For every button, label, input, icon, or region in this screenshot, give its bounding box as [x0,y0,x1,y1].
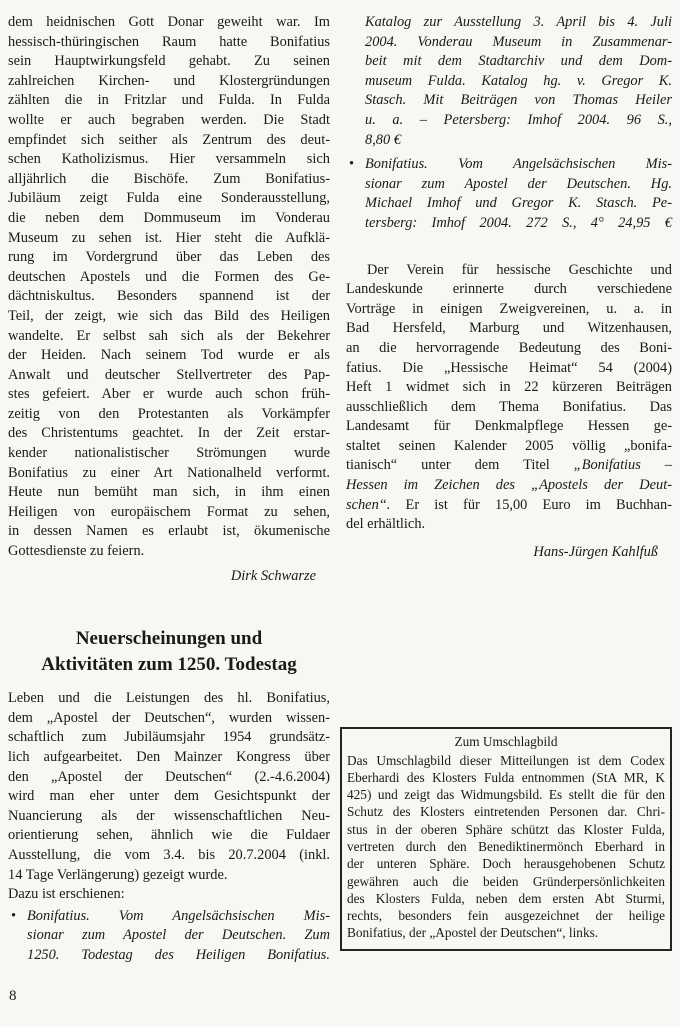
cover-image-note-body: Das Umschlagbild dieser Mitteilungen ist dem Codex Eberhardi des Klosters Fulda entnommen (StA MR, K 425) und zeigt das Widmungsbild. Es stellt die für den Schutz des Klosters eintretenden Personen dar. Chri- stus in der oberen Sphäre schützt das Kloster Fulda, vertreten durch den Benediktinermönch Eberhard in der unteren Sphäre. Doch herausgehobenen Schutz gewähren auch die beiden Gründerpersönlichkeiten des Klosters Fulda, neben dem ersten Abt Sturmi, rechts, besonders fein ausgezeichnet der heilige Bonifatius, der „Apostel der Deutschen“, links. [347,752,665,941]
cover-image-note-box [340,727,672,951]
paragraph-continuation: dem heidnischen Gott Donar geweiht war. Im hessisch-thüringischen Raum hatte Bonifatius sein Hauptwirkungsfeld gehabt. Zu seinen zahlreichen Kirchen- und Klostergründungen zählten die in Fritzlar und Fulda. In Fulda wollte er auch begraben werden. Die Stadt empfindet sich seither als Zentrum des deut- schen Katholizismus. Hier versammeln sich alljährlich die Bischöfe. Zum Bonifatius- Jubiläum zeigt Fulda eine Sonderausstellung, die neben dem Dommuseum im Vonderau Museum zu sehen ist. Hier steht die Aufklä- rung im Vordergrund über das Leben des deutschen Apostels und die Formen des Ge- dächtniskultus. Besonders spannend ist der Teil, der zeigt, wie sich das Bild des Heiligen wandelte. Er selbst sah sich als der Bekehrer der Heiden. Nach seinem Tod wurde er als Anwalt und deutscher Stellvertreter des Pap- stes gefeiert. Aber er wurde auch schon früh- zeitig von den Protestanten als Vorkämpfer des Christentums geachtet. In der Zeit erstar- kender nationalistischer Strömungen wurde Bonifatius zu einer Art Nationalheld verformt. Heute nun bemüht man sich, in ihm einen Heiligen von europäischem Format zu sehen, in dessen Namen es erlaubt ist, ökumenische Gottesdienste zu feiern. [8,14,330,560]
section-heading-line2: Aktivitäten zum 1250. Todestag [41,653,297,675]
paragraph-verein: Der Verein für hessische Geschichte und Landeskunde erinnerte durch verschiedene Vorträge in einigen Zweigvereinen, u. a. in Bad Hersfeld, Marburg und Witzenhausen, an die hervorragende Bedeutung des Boni- fatius. Die „Hessische Heimat“ 54 (2004) Heft 1 widmet sich in 22 kürzeren Beiträgen ausschließlich dem Thema Bonifatius. Das Landesamt für Denkmalpflege Hessen ge- staltet seinen Kalender 2005 völlig „bonifa- tianisch“ unter dem Titel „Bonifatius – Hessen im Zeichen des „Apostels der Deut- schen“. Er ist für 15,00 Euro im Buchhan- del erhältlich. [346,261,672,533]
paragraph-intro: Leben und die Leistungen des hl. Bonifatius, dem „Apostel der Deutschen“, wurden wissen- schaftlich zum Jubiläumsjahr 1954 grundsätz- lich aufgearbeitet. Den Mainzer Kongress über den „Apostel der Deutschen“ (2.-4.6.2004) wird man eher unter dem Gesichtspunkt der Nuancierung als der wissenschaftlichen Neu- orientierung sehen, ähnlich wie die Fuldaer Ausstellung, die vom 3.4. bis 20.7.2004 (inkl. 14 Tage Verlängerung) gezeigt wurde. [8,690,330,883]
byline-dirk-schwarze: Dirk Schwarze [230,567,316,584]
bibliography-item-1-text: Bonifatius. Vom Angelsächsischen Mis- sionar zum Apostel der Deutschen. Zum 1250. Todestag des Heiligen Bonifatius. [27,907,330,963]
section-heading [8,626,330,677]
bibliography-item-2-text: Bonifatius. Vom Angelsächsischen Mis- sionar zum Apostel der Deutschen. Hg. Michael Imhof und Gregor K. Stasch. Pe- tersberg: Imhof 2004. 272 S., 4° 24,95 € [365,156,672,231]
byline-hans-juergen-kahlfuss: Hans-Jürgen Kahlfuß [533,543,658,560]
bibliography-item-1-continuation: Katalog zur Ausstellung 3. April bis 4. Juli 2004. Vonderau Museum in Zusammenar- beit mit dem Stadtarchiv und dem Dom- museum Fulda. Katalog hg. v. Gregor K. Stasch. Mit Beiträgen von Thomas Heiler u. a. – Petersberg: Imhof 2004. 96 S., 8,80 € [365,14,672,148]
bibliography-item-2 [346,155,672,233]
left-column [8,13,330,966]
cover-image-note-title: Zum Umschlagbild [454,734,558,749]
bibliography-item-1 [8,907,330,966]
bullet-icon: • [11,907,17,924]
bullet-icon: • [349,156,355,173]
right-column [346,13,672,562]
list-intro-line: Dazu ist erschienen: [8,886,125,903]
section-heading-line1: Neuerscheinungen und [75,628,263,650]
page-number: 8 [9,988,17,1004]
